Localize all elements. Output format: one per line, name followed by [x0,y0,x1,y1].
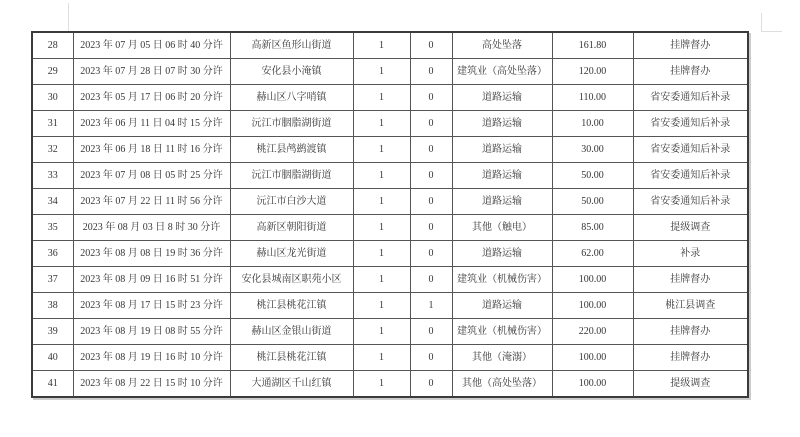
status-cell: 补录 [633,241,748,267]
location-cell: 赫山区金银山街道 [230,319,353,345]
amount-cell: 120.00 [552,59,633,85]
datetime-cell: 2023 年 08 月 17 日 15 时 23 分许 [73,293,230,319]
count-a-cell: 1 [353,85,410,111]
row-number-cell: 40 [32,345,73,371]
row-number-cell: 36 [32,241,73,267]
count-a-cell: 1 [353,215,410,241]
accident-table-body [32,32,748,397]
location-cell: 安化县城南区职苑小区 [230,267,353,293]
amount-cell: 100.00 [552,371,633,398]
accident-type-cell: 道路运输 [452,111,552,137]
amount-cell: 62.00 [552,241,633,267]
amount-cell: 100.00 [552,293,633,319]
accident-type-cell: 道路运输 [452,137,552,163]
datetime-cell: 2023 年 08 月 22 日 15 时 10 分许 [73,371,230,398]
accident-type-cell: 建筑业（高处坠落） [452,59,552,85]
count-a-cell: 1 [353,345,410,371]
amount-cell: 110.00 [552,85,633,111]
table-row [32,137,748,163]
count-b-cell: 0 [410,59,452,85]
count-b-cell: 0 [410,85,452,111]
accident-type-cell: 道路运输 [452,293,552,319]
status-cell: 桃江县调查 [633,293,748,319]
amount-cell: 50.00 [552,189,633,215]
row-number-cell: 34 [32,189,73,215]
count-a-cell: 1 [353,267,410,293]
count-b-cell: 0 [410,111,452,137]
row-number-cell: 30 [32,85,73,111]
table-row [32,293,748,319]
count-b-cell: 0 [410,163,452,189]
status-cell: 挂牌督办 [633,267,748,293]
count-a-cell: 1 [353,189,410,215]
status-cell: 省安委通知后补录 [633,111,748,137]
table-row [32,163,748,189]
location-cell: 赫山区龙光街道 [230,241,353,267]
table-row [32,111,748,137]
location-cell: 赫山区八字哨镇 [230,85,353,111]
table-row [32,267,748,293]
accident-type-cell: 道路运输 [452,163,552,189]
location-cell: 桃江县桃花江镇 [230,345,353,371]
location-cell: 高新区朝阳街道 [230,215,353,241]
location-cell: 安化县小淹镇 [230,59,353,85]
location-cell: 桃江县桃花江镇 [230,293,353,319]
datetime-cell: 2023 年 07 月 05 日 06 时 40 分许 [73,32,230,59]
row-number-cell: 33 [32,163,73,189]
amount-cell: 161.80 [552,32,633,59]
row-number-cell: 41 [32,371,73,398]
status-cell: 省安委通知后补录 [633,85,748,111]
table-row [32,371,748,398]
status-cell: 提级调查 [633,371,748,398]
accident-type-cell: 建筑业（机械伤害） [452,319,552,345]
text-boundary-mark-top-right-horizontal [761,31,782,32]
datetime-cell: 2023 年 06 月 11 日 04 时 15 分许 [73,111,230,137]
row-number-cell: 37 [32,267,73,293]
accident-type-cell: 高处坠落 [452,32,552,59]
row-number-cell: 39 [32,319,73,345]
count-b-cell: 1 [410,293,452,319]
amount-cell: 100.00 [552,345,633,371]
status-cell: 省安委通知后补录 [633,189,748,215]
count-b-cell: 0 [410,345,452,371]
datetime-cell: 2023 年 07 月 08 日 05 时 25 分许 [73,163,230,189]
location-cell: 沅江市胭脂湖街道 [230,111,353,137]
accident-type-cell: 道路运输 [452,241,552,267]
amount-cell: 50.00 [552,163,633,189]
count-a-cell: 1 [353,319,410,345]
accident-type-cell: 道路运输 [452,85,552,111]
count-b-cell: 0 [410,189,452,215]
status-cell: 挂牌督办 [633,32,748,59]
accident-type-cell: 道路运输 [452,189,552,215]
location-cell: 桃江县鸬鹚渡镇 [230,137,353,163]
accident-type-cell: 其他（淹溺） [452,345,552,371]
row-number-cell: 31 [32,111,73,137]
text-boundary-mark-top-left [68,3,69,31]
datetime-cell: 2023 年 08 月 03 日 8 时 30 分许 [73,215,230,241]
row-number-cell: 32 [32,137,73,163]
count-a-cell: 1 [353,32,410,59]
count-a-cell: 1 [353,111,410,137]
location-cell: 高新区鱼形山街道 [230,32,353,59]
amount-cell: 85.00 [552,215,633,241]
count-a-cell: 1 [353,241,410,267]
count-a-cell: 1 [353,163,410,189]
location-cell: 沅江市白沙大道 [230,189,353,215]
datetime-cell: 2023 年 07 月 22 日 11 时 56 分许 [73,189,230,215]
location-cell: 沅江市胭脂湖街道 [230,163,353,189]
status-cell: 提级调查 [633,215,748,241]
count-b-cell: 0 [410,241,452,267]
count-b-cell: 0 [410,32,452,59]
count-b-cell: 0 [410,267,452,293]
row-number-cell: 35 [32,215,73,241]
count-b-cell: 0 [410,215,452,241]
accident-type-cell: 其他（高处坠落） [452,371,552,398]
row-number-cell: 29 [32,59,73,85]
table-row [32,32,748,59]
status-cell: 省安委通知后补录 [633,163,748,189]
table-row [32,189,748,215]
table-row [32,319,748,345]
table-row [32,345,748,371]
table-row [32,59,748,85]
count-b-cell: 0 [410,137,452,163]
row-number-cell: 38 [32,293,73,319]
datetime-cell: 2023 年 05 月 17 日 06 时 20 分许 [73,85,230,111]
amount-cell: 100.00 [552,267,633,293]
table-row [32,241,748,267]
text-boundary-mark-top-right-vertical [761,13,762,32]
datetime-cell: 2023 年 08 月 19 日 08 时 55 分许 [73,319,230,345]
datetime-cell: 2023 年 08 月 19 日 16 时 10 分许 [73,345,230,371]
count-a-cell: 1 [353,137,410,163]
status-cell: 挂牌督办 [633,319,748,345]
amount-cell: 10.00 [552,111,633,137]
datetime-cell: 2023 年 07 月 28 日 07 时 30 分许 [73,59,230,85]
accident-type-cell: 建筑业（机械伤害） [452,267,552,293]
status-cell: 挂牌督办 [633,345,748,371]
count-b-cell: 0 [410,319,452,345]
location-cell: 大通湖区千山红镇 [230,371,353,398]
row-number-cell: 28 [32,32,73,59]
status-cell: 省安委通知后补录 [633,137,748,163]
count-a-cell: 1 [353,371,410,398]
datetime-cell: 2023 年 06 月 18 日 11 时 16 分许 [73,137,230,163]
datetime-cell: 2023 年 08 月 08 日 19 时 36 分许 [73,241,230,267]
datetime-cell: 2023 年 08 月 09 日 16 时 51 分许 [73,267,230,293]
count-b-cell: 0 [410,371,452,398]
accident-record-table [31,31,749,398]
count-a-cell: 1 [353,293,410,319]
table-row [32,215,748,241]
amount-cell: 220.00 [552,319,633,345]
accident-type-cell: 其他（触电） [452,215,552,241]
count-a-cell: 1 [353,59,410,85]
status-cell: 挂牌督办 [633,59,748,85]
amount-cell: 30.00 [552,137,633,163]
table-row [32,85,748,111]
